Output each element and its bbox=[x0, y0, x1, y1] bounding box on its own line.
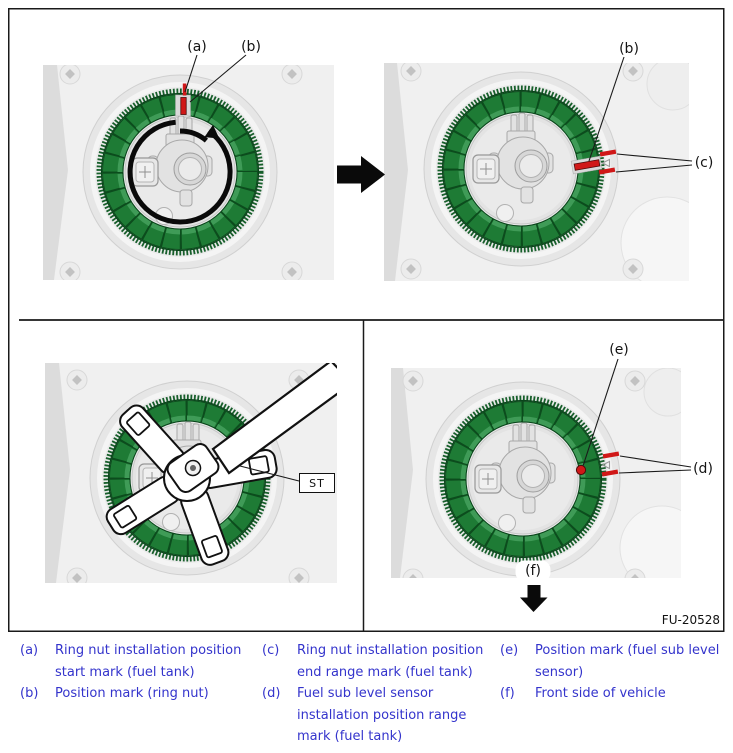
legend-text-c: Ring nut installation position end range mark (fuel tank) bbox=[297, 643, 484, 680]
arrow-right-icon bbox=[337, 156, 385, 193]
callout-a-label: (a) bbox=[187, 39, 207, 55]
legend-item-e bbox=[500, 640, 719, 683]
arrow-down-icon bbox=[520, 585, 548, 612]
legend-text-b: Position mark (ring nut) bbox=[55, 686, 209, 701]
legend-item-b bbox=[20, 683, 209, 705]
legend-item-a bbox=[20, 640, 241, 683]
legend-text-e: Position mark (fuel sub level sensor) bbox=[535, 643, 720, 680]
st-callout-label: ST bbox=[309, 476, 325, 490]
legend-key-f: (f) bbox=[500, 686, 515, 701]
callout-b-label-top-left: (b) bbox=[241, 39, 261, 55]
callout-e-label: (e) bbox=[609, 342, 629, 358]
mark-e-sensor-position bbox=[576, 465, 585, 474]
legend-text-a: Ring nut installation position start mark (fuel tank) bbox=[55, 643, 242, 680]
panel-top-left bbox=[43, 64, 334, 282]
figure-code: FU-20528 bbox=[661, 613, 720, 627]
legend-key-d: (d) bbox=[262, 686, 281, 701]
legend-key-c: (c) bbox=[262, 643, 280, 658]
legend-item-f bbox=[500, 683, 666, 705]
panel-bottom-right bbox=[391, 368, 704, 590]
callout-f-label: (f) bbox=[525, 563, 541, 579]
callout-d-label: (d) bbox=[693, 461, 713, 477]
legend-key-b: (b) bbox=[20, 686, 39, 701]
panel-top-right bbox=[384, 58, 713, 289]
callout-c-label: (c) bbox=[694, 155, 714, 171]
legend-key-e: (e) bbox=[500, 643, 519, 658]
legend-item-d bbox=[262, 683, 466, 748]
legend-item-c bbox=[262, 640, 483, 683]
mark-b-ring-nut-position bbox=[181, 98, 186, 115]
legend-key-a: (a) bbox=[20, 643, 39, 658]
callout-b-label-top-right: (b) bbox=[619, 41, 639, 57]
st-callout-box bbox=[299, 473, 335, 493]
legend-text-d: Fuel sub level sensor installation position range mark (fuel tank) bbox=[297, 686, 467, 744]
legend-text-f: Front side of vehicle bbox=[535, 686, 666, 701]
